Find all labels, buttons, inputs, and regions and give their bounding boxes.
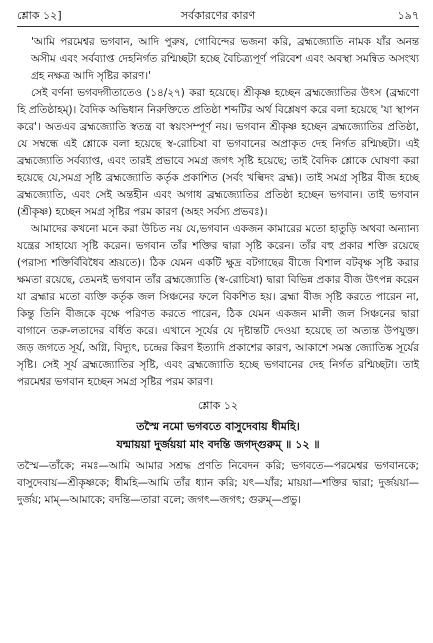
verse-line-2: যন্মায়য়া দুর্জয়য়া মাং বদন্তি জগদ্গুরুম্ ॥ ১২ ॥ bbox=[116, 438, 320, 451]
paragraph-1: সেই বর্ণনা ভগবদ্গীতাতেও (১৪/২৭) করা হয়েছে। শ্রীকৃষ্ণ হচ্ছেন ব্রহ্মজ্যোতির উৎস (ব্রহ্মণো হি প্রতিষ্ঠাহম্)। বৈদিক অভিধান নিরুক্তিতে প্রতিষ্ঠা শব্দটির অর্থ বিশ্লেষণ করে বলা হয়েছে 'যা স্থাপন করে'। অতএব ব্রহ্মজ্যোতি স্বতন্ত্র বা স্বয়ংসম্পূর্ণ নয়। ভগবান শ্রীকৃষ্ণ হচ্ছেন ব্রহ্মজ্যোতির প্রতিষ্ঠা, যে সম্বন্ধে এই শ্লোকে বলা হয়েছে স্ব-রোচিষা বা ভগবানের অপ্রাকৃত দেহ নির্গত রশ্মিচ্ছটা। এই ব্রহ্মজ্যোতি সর্বব্যাপ্ত, এবং তারই প্রভাবে সমগ্র জগৎ সৃষ্টি হয়েছে; তাই বৈদিক শ্লোকে ঘোষণা করা হয়েছে যে,সমগ্র সৃষ্টি ব্রহ্মজ্যোতি কর্তৃক প্রকাশিত (সর্বং খল্বিদং ব্রহ্ম)। তাই সমগ্র সৃষ্টির বীজ হচ্ছে ব্রহ্মজ্যোতি, এবং সেই অন্তহীন এবং অগাধ ব্রহ্মজ্যোতির প্রতিষ্ঠা হচ্ছেন ভগবান। তাই ভগবান (শ্রীকৃষ্ণ) হচ্ছেন সমগ্র সৃষ্টির পরম কারণ (অহং সর্বস্য প্রভবঃ)। bbox=[17, 87, 419, 218]
verse-line-1: তস্মৈ নমো ভগবতে বাসুদেবায় ধীমহি। bbox=[136, 420, 300, 433]
word-synonyms: তস্মৈ—তাঁকে; নমঃ—আমি আমার সশ্রদ্ধ প্রণতি নিবেদন করি; ভগবতে—পরমেশ্বর ভগবানকে; বাসুদেবায়—শ্রীকৃষ্ণকে; ধীমহি—আমি তাঁর ধ্যান করি; যৎ—যাঁর; মায়য়া—শক্তির দ্বারা; দুর্জয়য়া—দুর্জয়; মাম্—আমাকে; বদন্তি—তারা বলে; জগৎ—জগৎ; গুরুম্—প্রভু। bbox=[17, 460, 419, 506]
paragraph-2: আমাদের কখনো মনে করা উচিত নয় যে,ভগবান একজন কামারের মতো হাতুড়ি অথবা অন্যান্য যন্ত্রের সাহায্যে সৃষ্টি করেন। ভগবান তাঁর শক্তির দ্বারা সৃষ্টি করেন। তাঁর বহু প্রকার শক্তি রয়েছে (পরাস্য শক্তির্বিবিধৈব শ্রূয়তে)। ঠিক যেমন একটি ক্ষুদ্র বটগাছের বীজে বিশাল বটবৃক্ষ সৃষ্টি করার ক্ষমতা রয়েছে, তেমনই ভগবান তাঁর ব্রহ্মজ্যোতি (স্ব-রোচিষা) দ্বারা বিভিন্ন প্রকার বীজ উৎপন্ন করেন যা ব্রহ্মার মতো ব্যক্তি কর্তৃক জল সিঞ্চনের ফলে বিকশিত হয়। ব্রহ্মা বীজ সৃষ্টি করতে পারেন না, কিন্তু তিনি বীজকে বৃক্ষে পরিণত করতে পারেন, ঠিক যেমন একজন মালী জল সিঞ্চনের দ্বারা বাগানে তরু-লতাদের বর্ধিত করে। এখানে সূর্যের যে দৃষ্টান্তটি দেওয়া হয়েছে তা অত্যন্ত উপযুক্ত। জড় জগতে সূর্য, অগ্নি, বিদ্যুৎ, চন্দ্রের কিরণ ইত্যাদি প্রকাশের কারণ, আকাশে সমস্ত জ্যোতিষ্ক সূর্যের সৃষ্টি। সেই সূর্য ব্রহ্মজ্যোতির সৃষ্টি, এবং ব্রহ্মজ্যোতি হচ্ছে ভগবানের দেহ নির্গত রশ্মিচ্ছটা। তাই পরমেশ্বর ভগবান হচ্ছেন সমগ্র সৃষ্টির পরম কারণ। bbox=[17, 223, 419, 388]
chapter-verse-ref: শ্লোক ১২] bbox=[17, 9, 62, 22]
sanskrit-verse bbox=[17, 418, 419, 454]
running-title: সর্বকারণের কারণ bbox=[180, 9, 256, 22]
header-divider bbox=[17, 26, 419, 27]
quote-paragraph: 'আমি পরমেশ্বর ভগবান, আদি পুরুষ, গোবিন্দের ভজনা করি, ব্রহ্মজ্যোতি নামক যাঁর অনন্ত অসীম এবং সর্বব্যাপ্ত দেহনির্গত রশ্মিচ্ছটা হচ্ছে বৈচিত্র্যপূর্ণ পরিবেশ এবং অবস্থা সমন্বিত অসংখ্য গ্রহ নক্ষত্র আদি সৃষ্টির কারণ।' bbox=[31, 36, 419, 82]
page-body bbox=[17, 34, 419, 509]
page-number: ১৯৭ bbox=[397, 9, 419, 22]
page-header bbox=[17, 8, 419, 24]
verse-heading: শ্লোক ১২ bbox=[197, 399, 239, 412]
